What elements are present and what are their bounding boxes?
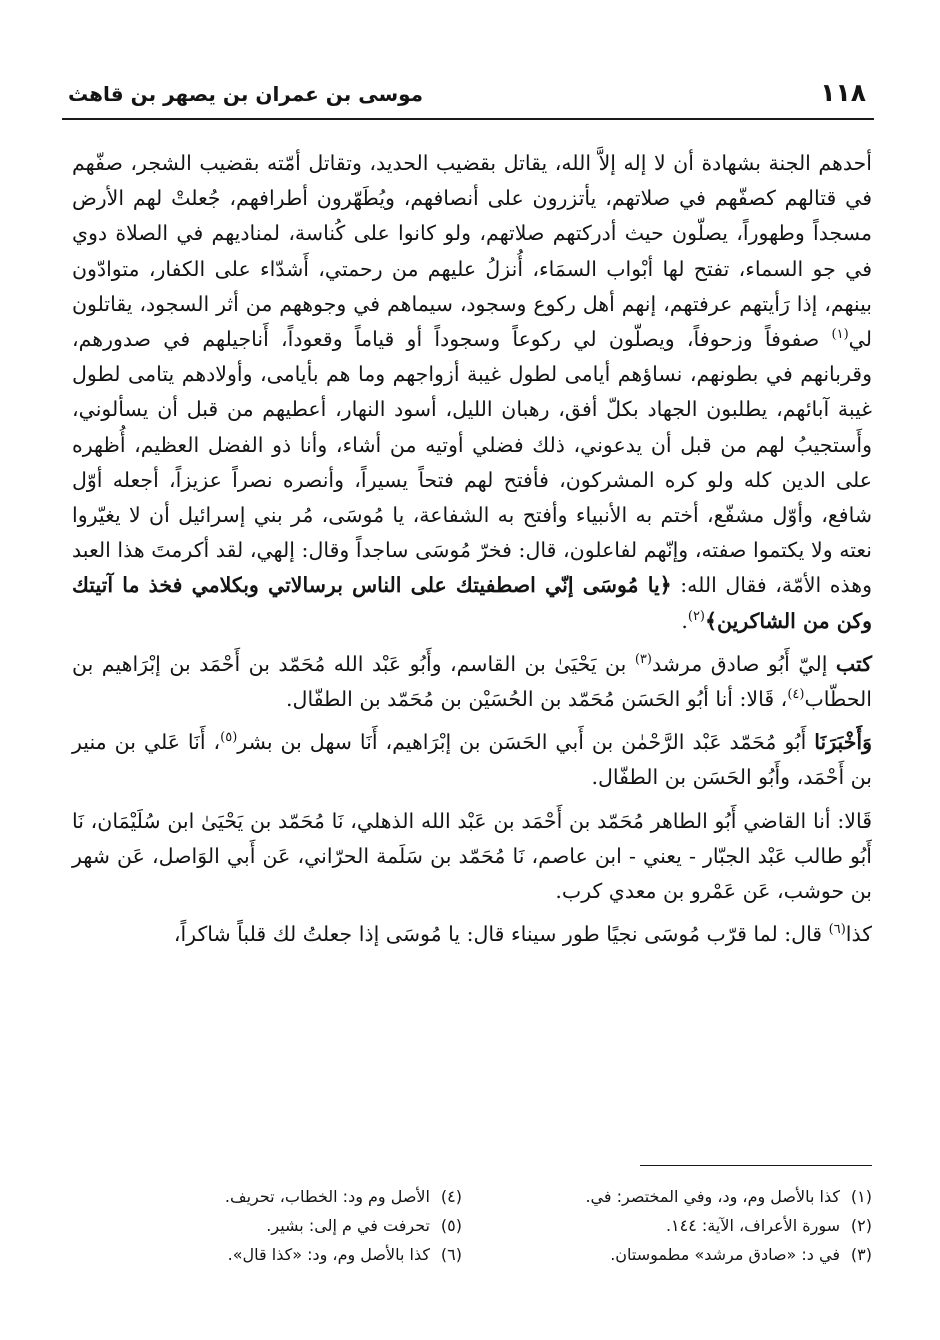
- footnote-ref-4: (٤): [787, 687, 805, 703]
- text-run: أَبُو مُحَمّد عَبْد الرَّحْمٰن بن أَبي الحَسَن بن إبْرَاهيم، أَنَا سهل بن بشر: [237, 730, 815, 755]
- footnote-item: [482, 1182, 872, 1211]
- footnote-number: (٢): [850, 1216, 872, 1235]
- paragraph-isnad-2: [72, 725, 872, 795]
- footnote-number: (٣): [850, 1245, 872, 1264]
- text-run: أحدهم الجنة بشهادة أن لا إله إلاَّ الله، يقاتل بقضيب الحديد، وتقاتل أمّته بقضيب الشجر، صفّهم في قتالهم كصفّهم في صلاتهم، يأتزرون على أنصافهم، ويُطَهّرون أطرافهم، جُعلتْ لهم الأرض مسجداً وطهوراً، يصلّون حيث أدركتهم صلاتهم، ولو كانوا على كُناسة، لمناديهم في الصلاة دوي في جو السماء، تفتح لها أبْواب السمَاء، أُنزلُ عليهم من رحمتي، أَشدّاء على الكفار، متوادّون بينهم، إذا رَأيتهم عرفتهم، إنهم أهل ركوع وسجود، سيماهم في وجوههم من أثر السجود، يقاتلون لي: [72, 151, 872, 352]
- footnote-rule: [640, 1165, 872, 1166]
- footnote-number: (١): [850, 1187, 872, 1206]
- text-run: .: [681, 608, 688, 633]
- paragraph-isnad-1: [72, 647, 872, 717]
- lead-word: كتب: [835, 651, 872, 676]
- footnote-text: تحرفت في م إلى: بشير.: [266, 1216, 430, 1235]
- footnote-ref-5: (٥): [220, 730, 238, 746]
- text-run: كذا: [845, 922, 872, 947]
- paragraph-isnad-3: قَالا: أنا القاضي أَبُو الطاهر مُحَمّد بن أَحْمَد بن عَبْد الله الذهلي، نَا مُحَمّد بن يَحْيَىٰ ابن سُلَيْمَان، نَا أَبُو طالب عَبْد الجبّار - يعني - ابن عاصم، نَا مُحَمّد بن سَلَمة الحرّاني، عَن أَبي الوَاصل، عَن شهر بن حوشب، عَن عَمْرو بن معدي كرب.: [72, 808, 872, 904]
- footnote-ref-6: (٦): [828, 922, 846, 938]
- quran-verse: ﴿يا مُوسَى إنّي اصطفيتك على الناس برسالاتي وبكلامي فخذ ما آتيتك وكن من الشاكرين﴾: [72, 573, 872, 633]
- text-run: قال: لما قرّب مُوسَى نجيًا طور سيناء قال: يا مُوسَى إذا جعلتُ لك قلباً شاكراً،: [173, 922, 829, 947]
- text-run: إليّ أَبُو صادق مرشد: [651, 651, 836, 676]
- footnote-ref-3: (٣): [634, 652, 652, 668]
- running-title: موسى بن عمران بن يصهر بن قاهث: [68, 82, 424, 106]
- lead-word: وَأَخْبَرَنَا: [814, 730, 872, 755]
- text-run: ، قَالا: أنا أبُو الحَسَن مُحَمّد بن الحُسَيْن بن مُحَمّد بن الطفّال.: [286, 687, 788, 712]
- text-run: ، أَنَا عَلي بن منير بن أَحْمَد، وأَبُو الحَسَن بن الطفّال.: [72, 730, 872, 790]
- page-number: ١١٨: [820, 78, 866, 107]
- paragraph-hadith: [72, 146, 872, 639]
- footnote-item: [72, 1182, 462, 1211]
- page-header: [62, 70, 874, 114]
- footnotes: [72, 1182, 872, 1292]
- text-run: بن يَحْيَىٰ بن القاسم، وأَبُو عَبْد الله مُحَمّد بن أَحْمَد بن إبْرَاهيم بن الحطّاب: [72, 651, 872, 712]
- footnote-number: (٥): [440, 1216, 462, 1235]
- footnote-text: في د: «صادق مرشد» مطموستان.: [610, 1245, 840, 1264]
- footnote-text: سورة الأعراف، الآية: ١٤٤.: [665, 1216, 840, 1235]
- footnote-text: كذا بالأصل وم، ود، وفي المختصر: في.: [585, 1187, 840, 1206]
- footnote-column-left: [72, 1182, 462, 1269]
- footnote-ref-1: (١): [831, 327, 849, 343]
- footnote-text: كذا بالأصل وم، ود: «كذا قال».: [227, 1245, 430, 1264]
- footnote-item: [482, 1211, 872, 1240]
- main-text: [72, 146, 872, 952]
- header-rule: [62, 118, 874, 120]
- footnote-item: [72, 1240, 462, 1269]
- text-run: صفوفاً وزحوفاً، ويصلّون لي ركوعاً وسجوداً أو قياماً وقعوداً، أَناجيلهم في صدورهم، وقربانهم في بطونهم، نساؤهم أيامى لطول غيبة أزواجهم وما هم بأيامى، وأولادهم يتامى لطول غيبة آبائهم، يطلبون الجهاد بكلّ أفق، رهبان الليل، أسود النهار، أعطيهم من قبل أن يسألوني، وأَستجيبُ لهم من قبل أن يدعوني، ذلك فضلي أوتيه من أشاء، وأنا ذو الفضل العظيم، أُظهره على الدين كله ولو كره المشركون، فأفتح لهم فتحاً يسيراً، وأنصره نصراً عزيزاً، أجعله أوّل شافع، وأوّل مشفّع، أختم به الأنبياء وأفتح به الشفاعة، يا مُوسَى، مُر بني إسرائيل أن لا يغيّروا نعته ولا يكتموا صفته، وإنّهم لفاعلون، قال: فخرّ مُوسَى ساجداً وقال: إلهي، لقد أكرمتَ هذا العبد وهذه الأمّة، فقال الله:: [72, 327, 872, 598]
- footnote-number: (٤): [440, 1187, 462, 1206]
- footnote-column-right: [482, 1182, 872, 1269]
- footnote-text: الأصل وم ود: الخطاب، تحريف.: [224, 1187, 430, 1206]
- footnote-item: [482, 1240, 872, 1269]
- footnote-ref-2: (٢): [687, 608, 705, 624]
- footnote-number: (٦): [440, 1245, 462, 1264]
- footnote-item: [72, 1211, 462, 1240]
- paragraph-narration: [72, 917, 872, 952]
